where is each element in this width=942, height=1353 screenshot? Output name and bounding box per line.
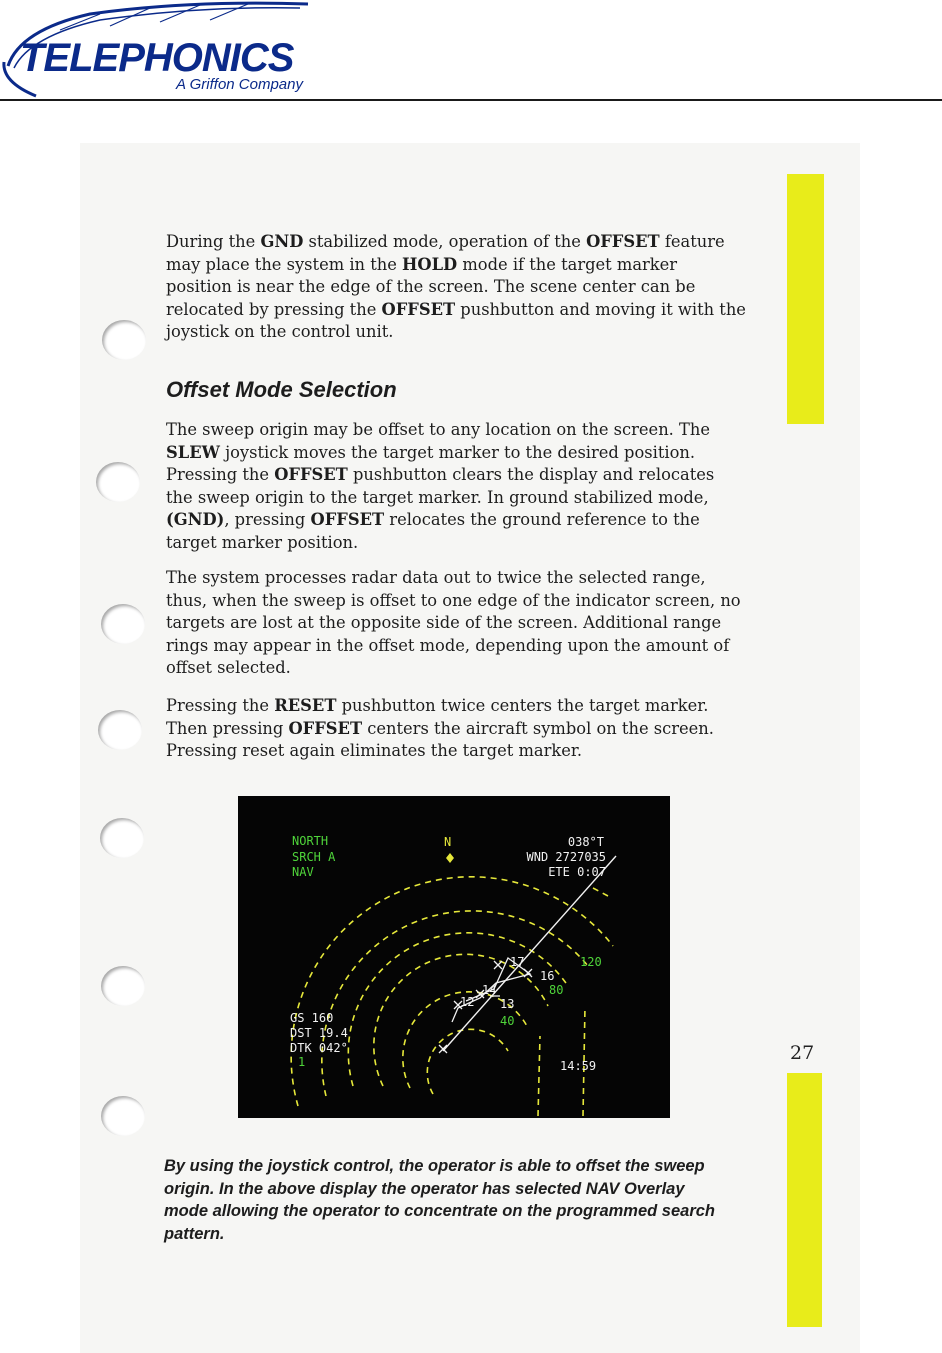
waypoint-label: 16	[540, 969, 555, 983]
binder-hole	[102, 320, 146, 360]
range-ring	[427, 1029, 508, 1094]
aircraft-marker-icon	[439, 1045, 447, 1053]
binder-hole	[98, 710, 142, 750]
bold-term: SLEW	[166, 442, 220, 462]
bold-term: RESET	[274, 696, 337, 715]
waypoint-index: 1	[298, 1055, 306, 1069]
yellow-tab-bottom	[787, 1073, 822, 1327]
paragraph-sweep-origin: The sweep origin may be offset to any location on the screen. The SLEW joystick moves the target marker to the desired position. Pressing the OFFSET pushbutton clears the display and relocates the sweep origin to the target marker. In ground stabilized mode, (GND), pressing OFFSET relocates the ground reference to the target marker position.	[166, 420, 715, 552]
logo-subtext: A Griffon Company	[176, 76, 303, 93]
range-ring	[374, 954, 548, 1086]
desired-track: DTK 042°	[290, 1041, 348, 1055]
range-label-80: 80	[549, 983, 564, 997]
range-ring	[593, 888, 608, 896]
north-label: N	[444, 835, 452, 849]
binder-hole	[101, 1096, 145, 1136]
waypoint-marker-icon	[494, 961, 502, 969]
figure-caption: By using the joystick control, the operator is able to offset the sweep origin. In the above display the operator has selected NAV Overlay mode allowing the operator to concentrate on the programmed search pattern.	[164, 1157, 716, 1243]
ground-speed: GS 160	[290, 1011, 334, 1025]
north-diamond-icon	[446, 853, 454, 863]
bold-term: OFFSET	[288, 718, 363, 738]
bold-term: OFFSET	[310, 510, 385, 530]
ete-readout: ETE 0:07	[548, 865, 606, 879]
track-line	[443, 856, 616, 1051]
range-label-40: 40	[500, 1014, 515, 1028]
binder-hole	[101, 604, 145, 644]
header-divider	[0, 99, 942, 101]
paragraph-radar-data: The system processes radar data out to twice the selected range, thus, when the sweep is offset to one edge of the indicator screen, no targets are lost at the opposite side of the screen. Additional range rings may appear in the offset mode, depending upon the amount of offset selected.	[166, 568, 741, 678]
range-label-120: 120	[580, 955, 602, 969]
radar-display	[238, 796, 670, 1118]
mode-line-3: NAV	[292, 865, 314, 879]
page-header	[0, 0, 942, 100]
radar-display-graphic	[238, 796, 670, 1118]
heading-true: 038°T	[567, 835, 604, 849]
bold-term: HOLD	[402, 254, 458, 274]
bold-term: (GND)	[166, 510, 225, 530]
waypoint-marker-icon	[524, 969, 532, 977]
yellow-tab-top	[787, 174, 824, 424]
bold-term: OFFSET	[381, 299, 456, 319]
mode-line-1: NORTH	[292, 834, 329, 848]
waypoint-label: 17	[510, 955, 525, 969]
waypoint-label: 13	[500, 997, 515, 1011]
wind-readout: WND 2727035	[526, 850, 606, 864]
section-heading: Offset Mode Selection	[166, 377, 397, 402]
paragraph-reset: Pressing the RESET pushbutton twice centers the target marker. Then pressing OFFSET centers the aircraft symbol on the screen. Pressing reset again eliminates the target marker.	[166, 696, 714, 761]
clock: 14:59	[560, 1059, 597, 1073]
range-ring	[538, 1036, 540, 1116]
binder-hole	[100, 818, 144, 858]
mode-line-2: SRCH A	[292, 850, 336, 864]
paragraph-gnd-offset: During the GND stabilized mode, operation of the OFFSET feature may place the system in the HOLD mode if the target marker position is near the edge of the screen. The scene center can be relocated by pressing the OFFSET pushbutton and moving it with the joystick on the control unit.	[166, 232, 746, 342]
binder-hole	[96, 462, 140, 502]
page-number: 27	[790, 1042, 815, 1064]
binder-hole	[101, 966, 145, 1006]
waypoint-label: 14	[482, 983, 497, 997]
logo-text: TELEPHONICS	[20, 36, 294, 80]
bold-term: OFFSET	[274, 465, 348, 485]
bold-term: OFFSET	[586, 232, 660, 251]
range-ring	[322, 911, 588, 1096]
bold-term: GND	[260, 232, 304, 251]
waypoint-label: 12	[460, 995, 475, 1009]
distance: DST 19.4	[290, 1026, 348, 1040]
